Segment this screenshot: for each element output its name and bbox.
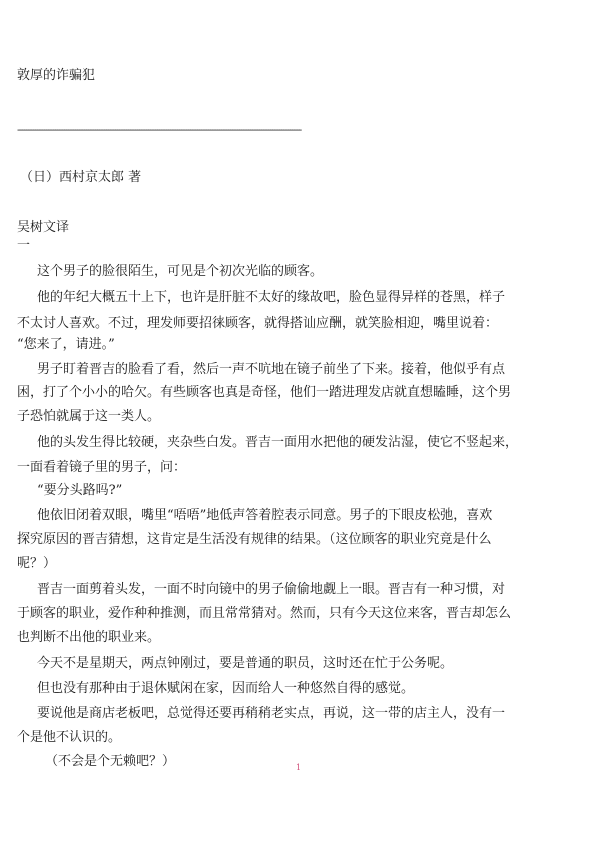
text-line: 要说他是商店老板吧，总觉得还要再稍稍老实点，再说，这一带的店主人，没有一 — [37, 706, 506, 721]
text-line: 晋吉一面剪着头发，一面不时向镜中的男子偷偷地觑上一眼。晋吉有一种习惯，对 — [37, 582, 506, 597]
text-line: 一面看着镜子里的男子，问： — [17, 460, 187, 475]
text-line: 个是他不认识的。 — [17, 730, 122, 745]
text-line: 这个男子的脸很陌生，可见是个初次光临的顾客。 — [37, 264, 324, 279]
text-line: 也判断不出他的职业来。 — [17, 630, 161, 645]
section-number: 一 — [17, 238, 31, 253]
text-line: 呢？） — [17, 556, 57, 571]
separator-rule: -------------------------------------------------------------------------------------------------------------------------------- — [17, 124, 301, 136]
text-line: 探究原因的晋吉猜想，这肯定是生活没有规律的结果。（这位顾客的职业究竟是什么 — [17, 532, 492, 547]
text-line: 他的年纪大概五十上下，也许是肝脏不太好的缘故吧，脸色显得异样的苍黑，样子 — [37, 290, 506, 305]
text-line: 子恐怕就属于这一类人。 — [17, 409, 161, 424]
text-line: “要分头路吗?” — [37, 483, 123, 498]
page-number: 1 — [296, 763, 302, 772]
text-line: 男子盯着晋吉的脸看了看，然后一声不吭地在镜子前坐了下来。接着，他似乎有点 — [37, 362, 506, 377]
text-line: 他依旧闭着双眼，嘴里“唔唔”地低声答着腔表示同意。男子的下眼皮松弛，喜欢 — [37, 508, 493, 523]
document-title: 敦厚的诈骗犯 — [17, 68, 96, 83]
translator-line: 吴树文译 — [17, 220, 70, 235]
text-line: 困，打了个小小的哈欠。有些顾客也真是奇怪，他们一踏进理发店就直想瞌睡，这个男 — [17, 385, 512, 400]
text-line: 他的头发生得比较硬，夹杂些白发。晋吉一面用水把他的硬发沾湿，使它不竖起来， — [37, 435, 519, 450]
text-line: 不太讨人喜欢。不过，理发师要招徕顾客，就得搭讪应酬，就笑脸相迎，嘴里说着： — [17, 316, 499, 331]
text-line: “您来了，请进。” — [17, 337, 115, 352]
text-line: 今天不是星期天，两点钟刚过，要是普通的职员，这时还在忙于公务呢。 — [37, 656, 454, 671]
text-line: 但也没有那种由于退休赋闲在家，因而给人一种悠然自得的感觉。 — [37, 681, 415, 696]
text-line: （不会是个无赖吧？） — [45, 754, 176, 769]
text-line: 于顾客的职业，爱作种种推测，而且常常猜对。然而，只有今天这位来客，晋吉却怎么 — [17, 606, 512, 621]
author-line: （日）西村京太郎 著 — [20, 170, 142, 185]
